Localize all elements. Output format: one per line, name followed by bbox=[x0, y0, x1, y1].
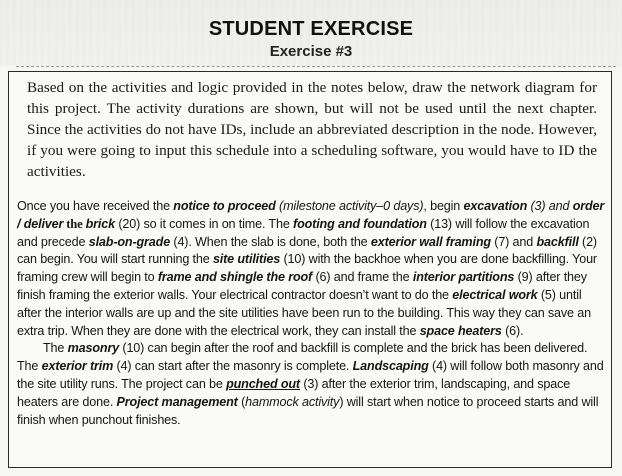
activity-slab-on-grade: slab-on-grade bbox=[88, 234, 171, 249]
activity-space-heaters: space heaters bbox=[419, 323, 502, 338]
intro-paragraph: Based on the activities and logic provided in the notes below, draw the network diagram for this project. The activity durations are shown, but will not be used until the next chapter. Since the activities do not have IDs, include an abbreviated description in the node. However, if you were going to input this schedule into a scheduling software, you would have to ID the activities. bbox=[27, 79, 597, 180]
exercise-box bbox=[8, 71, 612, 468]
text-run: (6). bbox=[501, 323, 524, 338]
text-run: The bbox=[43, 341, 68, 356]
activity-order-deliver: order / deliver bbox=[17, 199, 605, 231]
activity-site-utilities: site utilities bbox=[212, 252, 281, 267]
notes-paragraph-1 bbox=[17, 198, 607, 340]
text-run: the bbox=[63, 216, 86, 231]
activity-electrical-work: electrical work bbox=[452, 287, 538, 302]
activity-frame-shingle-roof: frame and shingle the roof bbox=[157, 270, 313, 285]
text-run: (4) will follow both masonry and the site utility runs. The project can be bbox=[17, 359, 604, 391]
text-run: ( bbox=[237, 394, 246, 409]
activity-footing-foundation: footing and foundation bbox=[293, 216, 427, 231]
text-run: ) will start when notice to proceed starts and will finish when punchout finishes. bbox=[17, 394, 599, 427]
text-run: (4). When the slab is done, both the bbox=[170, 234, 371, 249]
activity-exterior-wall-framing: exterior wall framing bbox=[370, 234, 491, 249]
exercise-number: Exercise #3 bbox=[269, 43, 353, 60]
activity-masonry: masonry bbox=[67, 341, 120, 356]
activity-exterior-trim: exterior trim bbox=[41, 359, 114, 374]
activity-notes bbox=[17, 198, 607, 429]
activity-project-management: Project management bbox=[116, 394, 238, 409]
text-run: (13) will follow the excavation and precede bbox=[17, 216, 590, 249]
activity-landscaping: Landscaping bbox=[352, 359, 429, 374]
text-run: (3) after the exterior trim, landscaping, and space heaters are done. bbox=[17, 376, 571, 409]
text-run: Once you have received the bbox=[17, 199, 174, 213]
exercise-heading: STUDENT EXERCISE bbox=[208, 18, 414, 40]
text-run: (9) after they finish framing the exterior walls. Your electrical contractor doesn’t want to do the bbox=[17, 270, 587, 302]
activity-notice-to-proceed: notice to proceed bbox=[173, 199, 276, 213]
activity-backfill: backfill bbox=[536, 234, 579, 249]
text-run: (milestone activity–0 days) bbox=[275, 199, 424, 213]
text-run: (10) with the backhoe when you are done backfilling. Your framing crew will begin to bbox=[17, 252, 597, 285]
text-run: (7) and bbox=[490, 234, 537, 249]
header-divider bbox=[16, 66, 616, 67]
notes-paragraph-2 bbox=[17, 340, 607, 429]
text-run: , begin bbox=[423, 199, 464, 213]
hammock-note: hammock activity bbox=[245, 394, 340, 409]
text-run: (5) until after the interior walls are up and the site utilities have been run to the building. This way they can save an extra trip. When they are done with the electrical work, they can install the bbox=[17, 287, 591, 338]
text-run: (2) can begin. You will start running the bbox=[17, 234, 597, 267]
text-run: (4) can start after the masonry is complete. bbox=[113, 359, 353, 374]
activity-punched-out: punched out bbox=[226, 376, 300, 391]
text-run: (3) and bbox=[527, 199, 573, 213]
text-run: (10) can begin after the roof and backfill is complete and the brick has been delivered. The bbox=[17, 341, 588, 374]
text-run: (6) and frame the bbox=[312, 270, 413, 285]
activity-interior-partitions: interior partitions bbox=[412, 270, 515, 285]
text-run: (20) so it comes in on time. The bbox=[114, 216, 294, 231]
activity-excavation: excavation bbox=[463, 199, 528, 213]
activity-brick: brick bbox=[85, 216, 115, 231]
